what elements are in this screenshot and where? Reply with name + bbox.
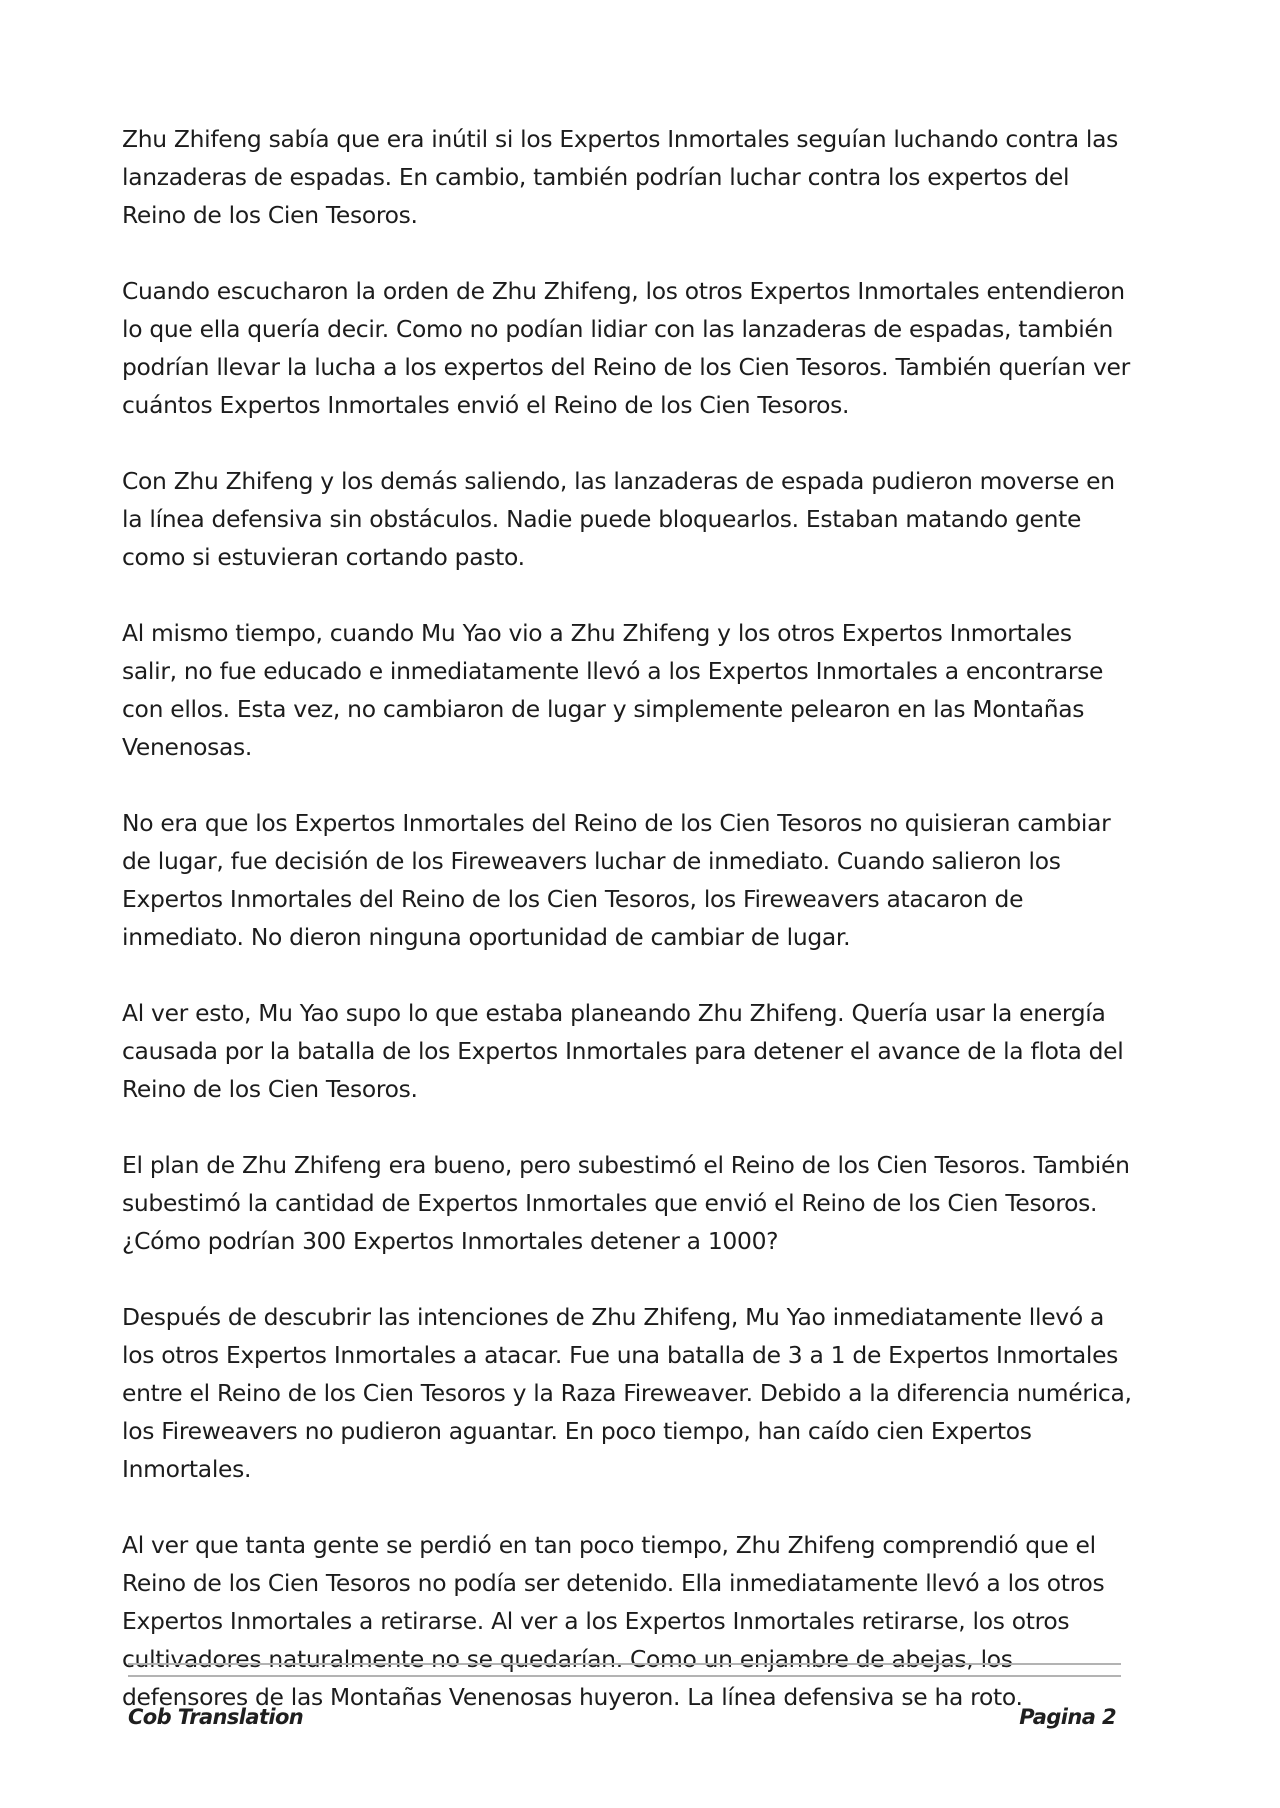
footer-divider-bottom [128, 1675, 1121, 1677]
paragraph: Zhu Zhifeng sabía que era inútil si los Expertos Inmortales seguían luchando contra las lanzaderas de espadas. En cambio, también podrían luchar contra los expertos del Reino de los Cien Tesoros. [122, 125, 1119, 229]
footer-page-number: Pagina 2 [1019, 1705, 1116, 1729]
paragraph: Después de descubrir las intenciones de Zhu Zhifeng, Mu Yao inmediatamente llevó a los otros Expertos Inmortales a atacar. Fue una batalla de 3 a 1 de Expertos Inmortales entre el Reino de los Cien Tesoros y la Raza Fireweaver. Debido a la diferencia numérica, los Fireweavers no pudieron aguantar. En poco tiempo, han caído cien Expertos Inmortales. [122, 1303, 1132, 1483]
document-body [122, 120, 1132, 1754]
paragraph: No era que los Expertos Inmortales del Reino de los Cien Tesoros no quisieran cambiar de lugar, fue decisión de los Fireweavers luchar de inmediato. Cuando salieron los Expertos Inmortales del Reino de los Cien Tesoros, los Fireweavers atacaron de inmediato. No dieron ninguna oportunidad de cambiar de lugar. [122, 809, 1111, 951]
paragraph: Con Zhu Zhifeng y los demás saliendo, las lanzaderas de espada pudieron moverse en la línea defensiva sin obstáculos. Nadie puede bloquearlos. Estaban matando gente como si estuvieran cortando pasto. [122, 467, 1115, 571]
footer-divider-top [128, 1663, 1121, 1665]
paragraph: Cuando escucharon la orden de Zhu Zhifeng, los otros Expertos Inmortales entendieron lo que ella quería decir. Como no podían lidiar con las lanzaderas de espadas, también podrían llevar la lucha a los expertos del Reino de los Cien Tesoros. También querían ver cuántos Expertos Inmortales envió el Reino de los Cien Tesoros. [122, 277, 1130, 419]
paragraph: Al mismo tiempo, cuando Mu Yao vio a Zhu Zhifeng y los otros Expertos Inmortales salir, no fue educado e inmediatamente llevó a los Expertos Inmortales a encontrarse con ellos. Esta vez, no cambiaron de lugar y simplemente pelearon en las Montañas Venenosas. [122, 619, 1104, 761]
paragraph: Al ver que tanta gente se perdió en tan poco tiempo, Zhu Zhifeng comprendió que el Reino de los Cien Tesoros no podía ser detenido. Ella inmediatamente llevó a los otros Expertos Inmortales a retirarse. Al ver a los Expertos Inmortales retirarse, los otros cultivadores naturalmente no se quedarían. Como un enjambre de abejas, los defensores de las Montañas Venenosas huyeron. La línea defensiva se ha roto. [122, 1531, 1105, 1711]
paragraph: Al ver esto, Mu Yao supo lo que estaba planeando Zhu Zhifeng. Quería usar la energía causada por la batalla de los Expertos Inmortales para detener el avance de la flota del Reino de los Cien Tesoros. [122, 999, 1124, 1103]
paragraph: El plan de Zhu Zhifeng era bueno, pero subestimó el Reino de los Cien Tesoros. También subestimó la cantidad de Expertos Inmortales que envió el Reino de los Cien Tesoros. ¿Cómo podrían 300 Expertos Inmortales detener a 1000? [122, 1151, 1130, 1255]
footer-translator-credit: Cob Translation [128, 1705, 304, 1729]
